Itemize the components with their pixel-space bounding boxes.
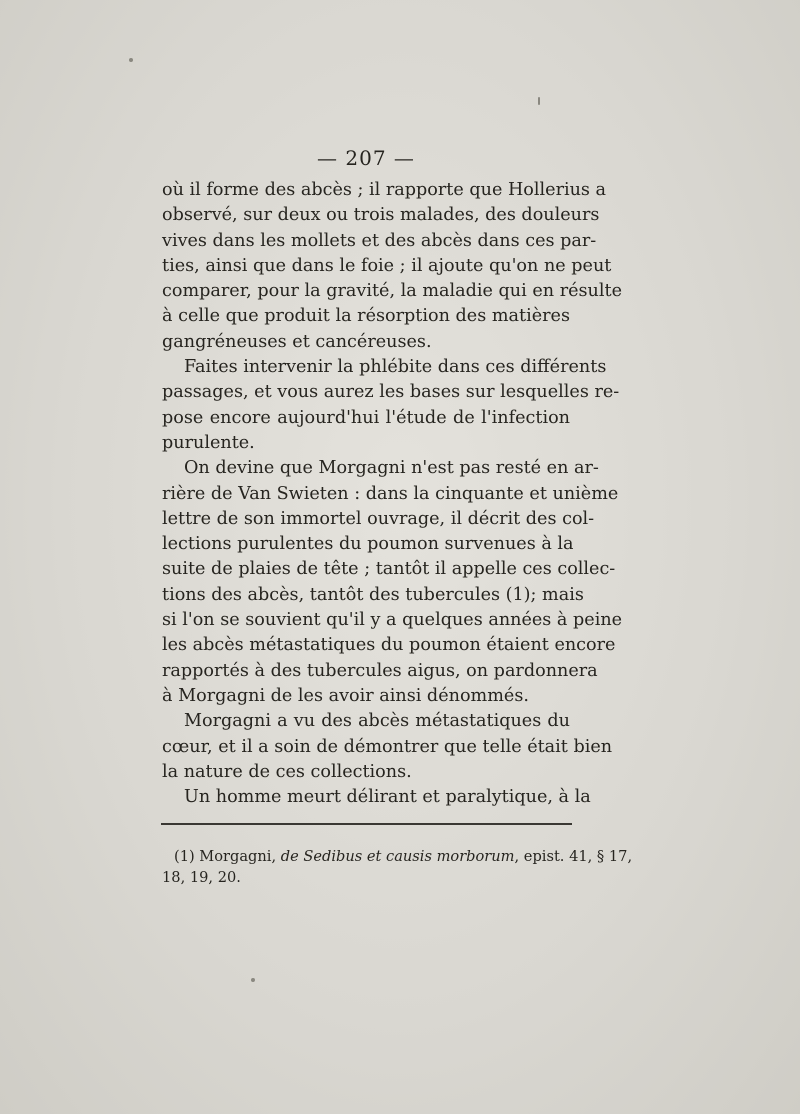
paragraph-start-line: Morgagni a vu des abcès métastatiques du [184,711,570,732]
text-line: lections purulentes du poumon survenues à la [162,534,574,555]
text-line: à celle que produit la résorption des matières [162,306,570,327]
footnote-reference: , epist. 41, § 17, [514,848,633,865]
text-line: suite de plaies de tête ; tantôt il appelle ces collec- [162,559,616,580]
footnote [162,846,633,888]
text-line: cœur, et il a soin de démontrer que telle était bien [162,736,613,757]
footnote-marker: (1) Morgagni, [174,848,281,865]
text-line: gangréneuses et cancéreuses. [162,331,432,352]
body-text [162,178,623,810]
text-line: comparer, pour la gravité, la maladie qui en résulte [162,281,622,302]
paper-speck [129,58,133,62]
text-line: pose encore aujourd'hui l'étude de l'infection [162,407,570,428]
footnote-line [174,846,633,867]
footnote-line: 18, 19, 20. [162,869,241,886]
text-line: rière de Van Swieten : dans la cinquante et unième [162,483,619,504]
paper-speck [251,978,255,982]
text-line: lettre de son immortel ouvrage, il décrit des col- [162,508,595,529]
footnote-title: de Sedibus et causis morborum [280,848,515,865]
paper-speck [538,97,540,105]
text-line: ties, ainsi que dans le foie ; il ajoute qu'on ne peut [162,255,612,276]
text-line: purulente. [162,432,255,453]
text-line: la nature de ces collections. [162,761,412,782]
paragraph-start-line: Un homme meurt délirant et paralytique, à la [184,787,591,808]
text-line: rapportés à des tubercules aigus, on pardonnera [162,660,598,681]
text-line: où il forme des abcès ; il rapporte que Hollerius a [162,180,607,200]
text-line: observé, sur deux ou trois malades, des douleurs [162,205,600,226]
text-line: les abcès métastatiques du poumon étaient encore [162,635,616,656]
paragraph-start-line: On devine que Morgagni n'est pas resté en ar- [184,458,599,479]
text-line: tions des abcès, tantôt des tubercules (1); mais [162,584,584,605]
text-line: passages, et vous aurez les bases sur lesquelles re- [162,382,620,403]
text-line: si l'on se souvient qu'il y a quelques années à peine [162,610,623,631]
page-number: — 207 — [317,146,415,170]
text-line: vives dans les mollets et des abcès dans ces par- [162,230,597,251]
text-line: à Morgagni de les avoir ainsi dénommés. [162,685,529,706]
footnote-rule [161,823,572,825]
paragraph-start-line: Faites intervenir la phlébite dans ces différents [184,357,607,378]
